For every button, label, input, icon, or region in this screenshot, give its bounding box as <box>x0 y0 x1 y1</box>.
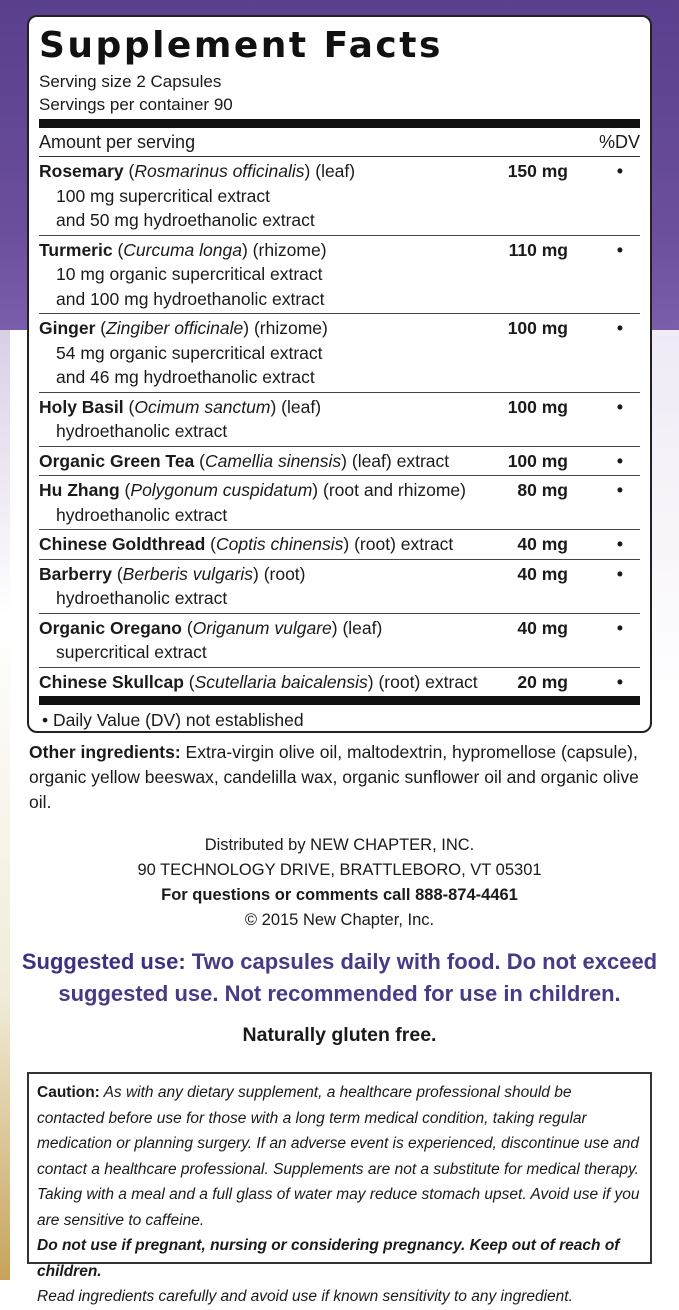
ingredient-main-line: Organic Oregano (Origanum vulgare) (leaf) <box>39 617 383 638</box>
dv-footnote: • Daily Value (DV) not established <box>42 710 304 730</box>
ingredient-amount: 40 mg <box>517 563 568 584</box>
ingredient-amount: 100 mg <box>507 450 568 471</box>
ingredient-amount: 80 mg <box>517 480 568 500</box>
ingredient-amount: 100 mg <box>507 318 568 338</box>
other-ingredients-text: Extra-virgin olive oil, maltodextrin, hypromellose (capsule), organic yellow beeswax, candelilla wax, organic sunflower oil and organic olive oil. <box>29 742 639 812</box>
thick-divider <box>39 119 640 128</box>
ingredient-part: (rhizome) <box>249 318 328 338</box>
ingredient-latin-name: Rosmarinus officinalis <box>134 161 305 181</box>
ingredient-name: Organic Oregano <box>39 617 182 638</box>
left-edge-label-art <box>0 330 10 1280</box>
ingredient-name: Chinese Skullcap <box>39 671 184 692</box>
ingredient-name: Hu Zhang <box>39 480 120 500</box>
ingredient-main-line: Holy Basil (Ocimum sanctum) (leaf) <box>39 396 322 417</box>
ingredient-detail: hydroethanolic extract <box>56 421 228 441</box>
ingredient-main-line: Organic Green Tea (Camellia sinensis) (leaf) extract <box>39 450 450 471</box>
gluten-free-note: Naturally gluten free. <box>242 1024 437 1046</box>
ingredient-name: Holy Basil <box>39 396 124 417</box>
ingredient-row <box>39 236 640 315</box>
right-edge-label-art <box>651 330 679 1280</box>
ingredient-dv: • <box>616 671 623 692</box>
ingredient-main-line: Turmeric (Curcuma longa) (rhizome) <box>39 239 327 260</box>
ingredient-row <box>39 668 640 697</box>
caution-final: Read ingredients carefully and avoid use if known sensitivity to any ingredient. <box>37 1288 573 1305</box>
ingredient-detail: and 46 mg hydroethanolic extract <box>56 367 315 387</box>
ingredient-main-line: Rosemary (Rosmarinus officinalis) (leaf) <box>39 161 356 181</box>
ingredient-part: (leaf) <box>276 396 322 417</box>
ingredient-dv: • <box>616 617 623 638</box>
ingredient-detail: supercritical extract <box>56 642 207 662</box>
distributor-info <box>0 833 679 933</box>
ingredient-main-line: Hu Zhang (Polygonum cuspidatum) (root and rhizome) <box>39 480 466 500</box>
distributor-address: 90 TECHNOLOGY DRIVE, BRATTLEBORO, VT 05301 <box>137 861 542 879</box>
amount-header-row <box>39 128 640 156</box>
serving-size: Serving size 2 Capsules <box>39 72 222 91</box>
ingredient-detail: hydroethanolic extract <box>56 588 228 608</box>
dv-header: %DV <box>598 131 640 152</box>
ingredient-detail: 100 mg supercritical extract <box>56 185 270 206</box>
ingredient-row <box>39 157 640 236</box>
ingredient-amount: 110 mg <box>508 239 568 260</box>
ingredient-dv: • <box>616 563 623 584</box>
ingredient-dv: • <box>616 396 623 417</box>
ingredient-dv: • <box>616 239 623 260</box>
ingredient-row <box>39 314 640 393</box>
ingredient-dv: • <box>616 480 623 500</box>
ingredient-dv: • <box>616 318 623 338</box>
ingredient-latin-name: Berberis vulgaris <box>122 563 253 584</box>
contact-line: For questions or comments call 888-874-4461 <box>161 886 518 904</box>
suggested-use <box>0 946 679 1010</box>
ingredient-detail: and 100 mg hydroethanolic extract <box>56 288 325 309</box>
ingredient-dv: • <box>616 534 623 554</box>
ingredient-row <box>39 560 640 614</box>
caution-box <box>27 1072 652 1305</box>
ingredient-amount: 40 mg <box>517 617 568 638</box>
ingredient-part: (root and rhizome) <box>318 480 466 500</box>
ingredient-part: (leaf) <box>310 161 356 181</box>
ingredient-part: (leaf) extract <box>347 450 450 471</box>
ingredient-amount: 100 mg <box>507 396 568 417</box>
ingredient-name: Rosemary <box>39 161 124 181</box>
ingredient-main-line: Chinese Goldthread (Coptis chinensis) (root) extract <box>39 534 454 554</box>
ingredient-latin-name: Ocimum sanctum <box>134 396 271 417</box>
ingredient-part: (leaf) <box>337 617 383 638</box>
ingredient-name: Barberry <box>39 563 112 584</box>
ingredient-row <box>39 393 640 447</box>
ingredient-latin-name: Coptis chinensis <box>215 534 344 554</box>
ingredient-part: (root) extract <box>349 534 454 554</box>
suggested-use-line1: Two capsules daily with food. Do not exceed <box>185 949 658 974</box>
ingredient-amount: 20 mg <box>517 671 568 692</box>
caution-label: Caution: <box>37 1084 100 1101</box>
ingredient-main-line: Ginger (Zingiber officinale) (rhizome) <box>39 318 328 338</box>
ingredient-name: Turmeric <box>39 239 113 260</box>
ingredient-detail: 54 mg organic supercritical extract <box>56 342 323 363</box>
ingredient-latin-name: Curcuma longa <box>123 239 242 260</box>
ingredient-name: Ginger <box>39 318 96 338</box>
ingredient-amount: 40 mg <box>517 534 568 554</box>
caution-text: As with any dietary supplement, a healthcare professional should be contacted before use for those with a long term medical condition, taking regular medication or planning surgery. If an adverse event is experienced, discontinue use and contact a healthcare professional. Supplements are not a substitute for medical therapy. Taking with a meal and a full glass of water may reduce stomach upset. Avoid use if you are sensitive to caffeine. <box>37 1084 640 1229</box>
ingredient-name: Chinese Goldthread <box>39 534 206 554</box>
distributor-line: Distributed by NEW CHAPTER, INC. <box>204 836 475 854</box>
suggested-use-label: Suggested use: <box>21 949 186 974</box>
other-ingredients-label: Other ingredients: <box>29 742 181 762</box>
ingredient-latin-name: Origanum vulgare <box>192 617 332 638</box>
copyright-line: © 2015 New Chapter, Inc. <box>244 911 435 929</box>
ingredient-row <box>39 447 640 477</box>
ingredient-latin-name: Polygonum cuspidatum <box>130 480 313 500</box>
thick-divider-bottom <box>39 696 640 705</box>
servings-per-container: Servings per container 90 <box>39 95 233 114</box>
ingredient-dv: • <box>616 450 623 471</box>
ingredient-row <box>39 530 640 560</box>
ingredient-latin-name: Scutellaria baicalensis <box>194 671 368 692</box>
ingredient-detail: hydroethanolic extract <box>56 504 228 525</box>
ingredient-amount: 150 mg <box>507 161 568 181</box>
ingredient-detail: and 50 mg hydroethanolic extract <box>56 210 315 230</box>
ingredient-row <box>39 614 640 668</box>
ingredient-part: (rhizome) <box>247 239 327 260</box>
suggested-use-line2: suggested use. Not recommended for use in children. <box>58 981 621 1006</box>
supplement-facts-panel <box>27 15 652 733</box>
facts-title: Supplement Facts <box>39 25 443 66</box>
ingredient-list <box>39 157 640 696</box>
ingredient-main-line: Chinese Skullcap (Scutellaria baicalensis) (root) extract <box>39 671 478 692</box>
other-ingredients <box>29 740 649 815</box>
ingredient-latin-name: Camellia sinensis <box>205 450 342 471</box>
ingredient-main-line: Barberry (Berberis vulgaris) (root) <box>39 563 306 584</box>
ingredient-name: Organic Green Tea <box>39 450 195 471</box>
caution-warning: Do not use if pregnant, nursing or considering pregnancy. Keep out of reach of children. <box>37 1237 620 1280</box>
ingredient-detail: 10 mg organic supercritical extract <box>56 264 323 284</box>
ingredient-row <box>39 476 640 530</box>
ingredient-latin-name: Zingiber officinale <box>106 318 244 338</box>
ingredient-part: (root) <box>258 563 306 584</box>
ingredient-dv: • <box>616 161 623 181</box>
amount-per-serving-label: Amount per serving <box>39 131 196 152</box>
ingredient-part: (root) extract <box>373 671 478 692</box>
